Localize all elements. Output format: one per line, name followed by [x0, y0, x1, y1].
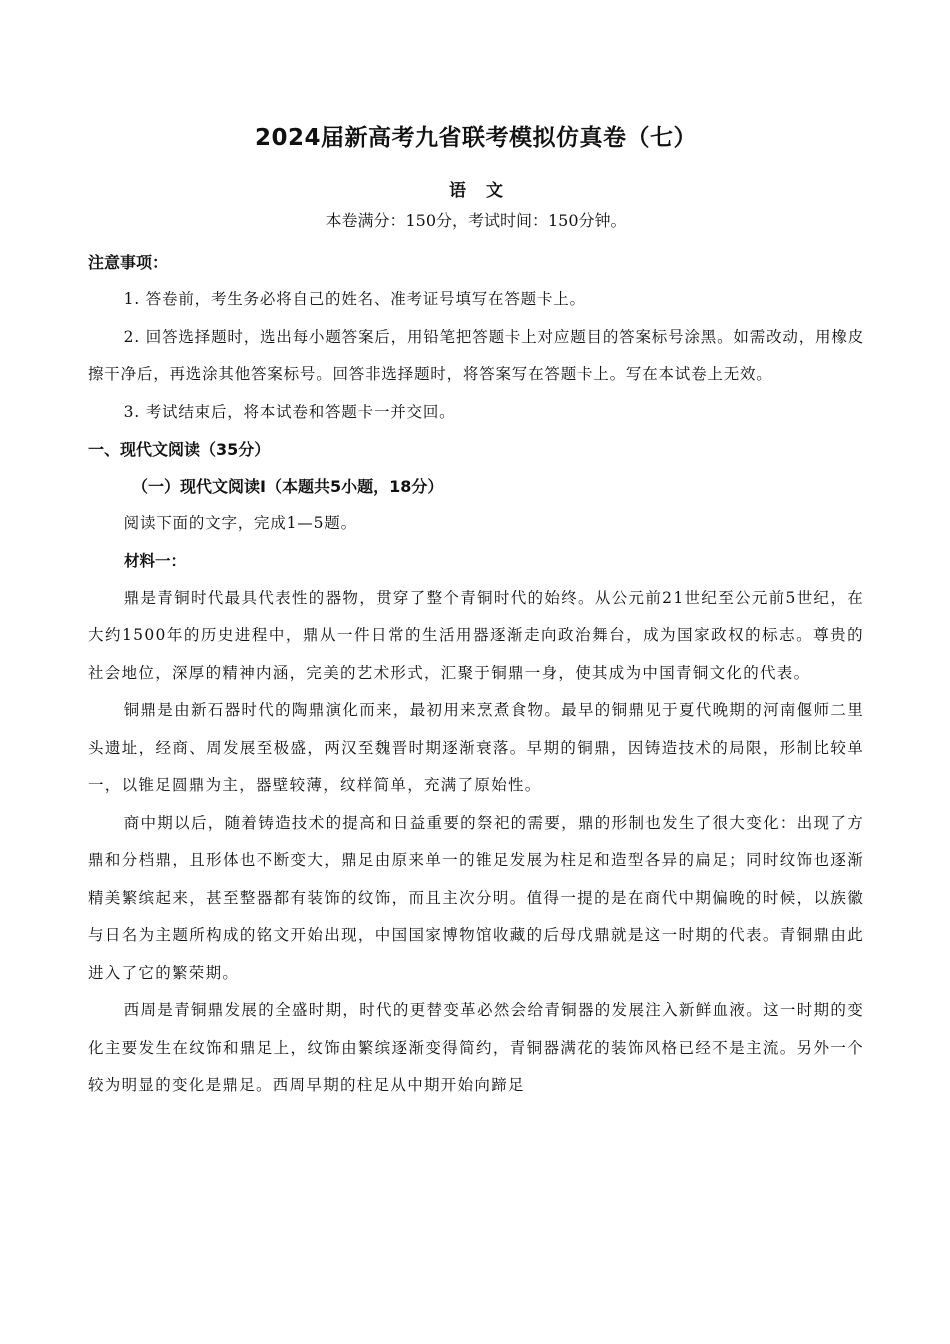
exam-page	[88, 118, 864, 1105]
exam-info: 本卷满分：150分，考试时间：150分钟。	[325, 211, 627, 230]
part-heading: （一）现代文阅读I（本题共5小题，18分）	[132, 477, 444, 496]
subject-label: 语文	[449, 181, 523, 201]
notice-item-2: 2. 回答选择题时，选出每小题答案后，用铅笔把答题卡上对应题目的答案标号涂黑。如需改动，用橡皮擦干净后，再选涂其他答案标号。回答非选择题时，将答案写在答题卡上。写在本试卷上无效。	[88, 327, 864, 383]
reading-instruction: 阅读下面的文字，完成1—5题。	[123, 514, 357, 532]
material-paragraph-2: 铜鼎是由新石器时代的陶鼎演化而来，最初用来烹煮食物。最早的铜鼎见于夏代晚期的河南偃师二里头遗址，经商、周发展至极盛，两汉至魏晋时期逐渐衰落。早期的铜鼎，因铸造技术的局限，形制比较单一，以锥足圆鼎为主，器壁较薄，纹样简单，充满了原始性。	[88, 701, 864, 794]
notice-item-3: 3. 考试结束后，将本试卷和答题卡一并交回。	[123, 402, 456, 421]
material-paragraph-1: 鼎是青铜时代最具代表性的器物，贯穿了整个青铜时代的始终。从公元前21世纪至公元前5世纪，在大约1500年的历史进程中，鼎从一件日常的生活用器逐渐走向政治舞台，成为国家政权的标志。尊贵的社会地位，深厚的精神内涵，完美的艺术形式，汇聚于铜鼎一身，使其成为中国青铜文化的代表。	[88, 588, 864, 682]
material-label: 材料一：	[124, 551, 187, 570]
notice-heading: 注意事项：	[88, 253, 169, 272]
section-heading: 一、现代文阅读（35分）	[88, 440, 271, 459]
exam-title: 2024届新高考九省联考模拟仿真卷（七）	[254, 125, 697, 151]
notice-item-1: 1. 答卷前，考生务必将自己的姓名、准考证号填写在答题卡上。	[123, 290, 586, 308]
material-paragraph-3: 商中期以后，随着铸造技术的提高和日益重要的祭祀的需要，鼎的形制也发生了很大变化：出现了方鼎和分档鼎，且形体也不断变大，鼎足由原来单一的锥足发展为柱足和造型各异的扁足；同时纹饰也逐渐精美繁缤起来，甚至整器都有装饰的纹饰，而且主次分明。值得一提的是在商代中期偏晚的时候，以族徽与日名为主题所构成的铭文开始出现，中国国家博物馆收藏的后母戊鼎就是这一时期的代表。青铜鼎由此进入了它的繁荣期。	[88, 813, 864, 982]
material-paragraph-4: 西周是青铜鼎发展的全盛时期，时代的更替变革必然会给青铜器的发展注入新鲜血液。这一时期的变化主要发生在纹饰和鼎足上，纹饰由繁缤逐渐变得简约，青铜器满花的装饰风格已经不是主流。另外一个较为明显的变化是鼎足。西周早期的柱足从中期开始向蹄足	[88, 1001, 864, 1094]
